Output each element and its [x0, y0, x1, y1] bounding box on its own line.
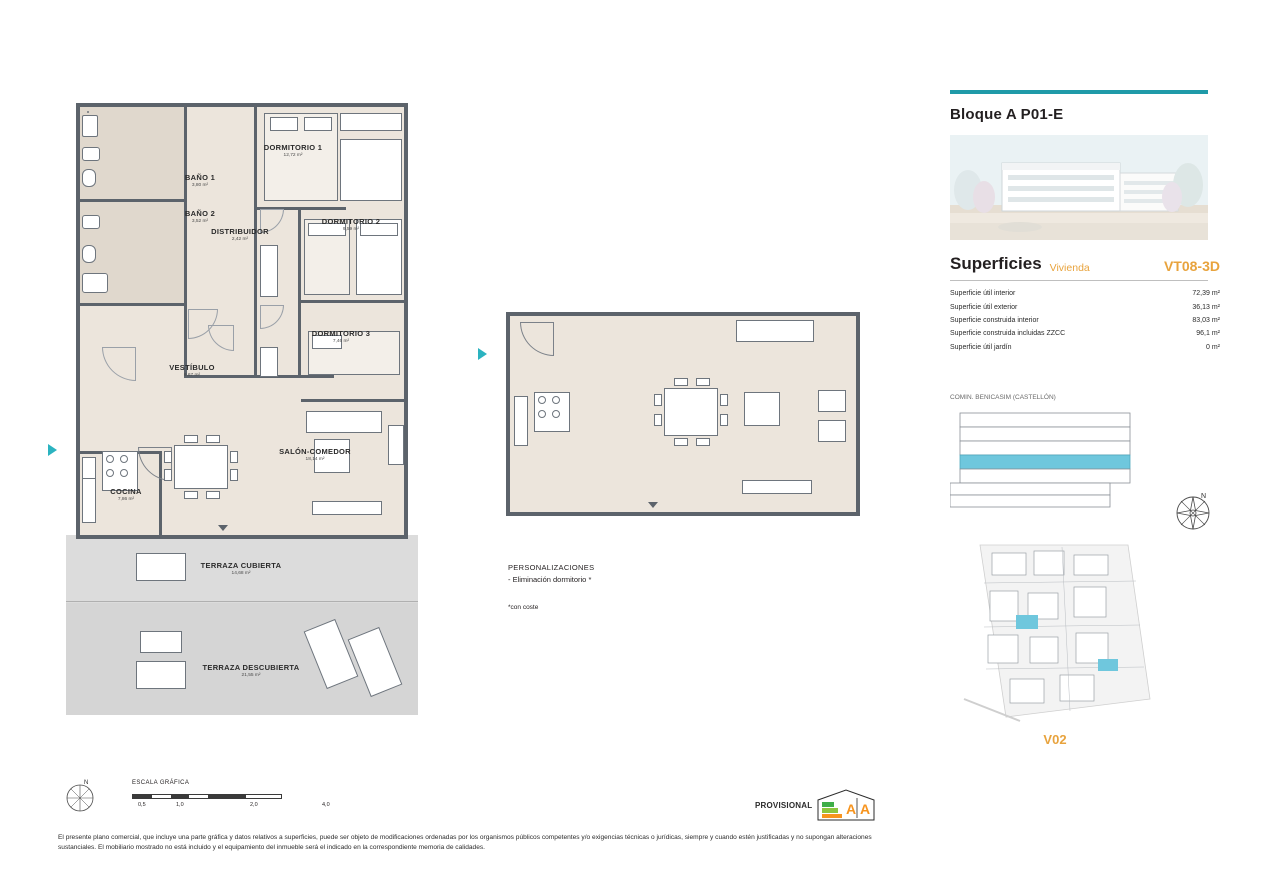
chair-6	[206, 435, 220, 443]
surface-row	[950, 341, 1220, 354]
wall-right	[404, 103, 408, 539]
surface-label: Superficie útil interior	[950, 290, 1016, 298]
hob-burner-1	[106, 455, 114, 463]
variant-wall-marker	[648, 502, 658, 508]
chair-5	[184, 435, 198, 443]
variant-chair-4	[720, 414, 728, 426]
surface-value: 72,39 m²	[1192, 290, 1220, 298]
entry-arrow	[48, 444, 57, 456]
compass-icon	[1170, 490, 1216, 536]
sheet-code: V02	[1043, 731, 1067, 747]
kitchen-sink	[82, 457, 96, 479]
variant-sofa	[736, 320, 814, 342]
fixture-bath-tub	[82, 273, 108, 293]
label-distribuidor: DISTRIBUIDOR 2,42 m²	[211, 227, 269, 242]
surface-row	[950, 314, 1220, 327]
surfaces-title: Superficies	[950, 254, 1042, 273]
variant-chair-5	[674, 378, 688, 386]
info-panel	[950, 90, 1220, 747]
variant-partition-1	[506, 352, 509, 452]
surfaces-rule	[950, 280, 1208, 281]
partition-13	[301, 399, 406, 402]
label-salon-comedor: SALÓN-COMEDOR 18,14 m²	[279, 447, 351, 462]
terrace-divider	[66, 601, 418, 602]
personalizations-block	[508, 563, 758, 611]
wardrobe-3	[260, 347, 278, 377]
surface-row	[950, 300, 1220, 313]
hob-burner-4	[120, 469, 128, 477]
label-dormitorio-1: DORMITORIO 1 12,72 m²	[263, 143, 323, 158]
variant-kitchen-counter	[514, 396, 528, 446]
surface-value: 36,13 m²	[1192, 303, 1220, 311]
block-section-diagram	[950, 407, 1140, 517]
label-terraza-cubierta: TERRAZA CUBIERTA 14,68 m²	[200, 561, 282, 576]
partition-1	[184, 103, 187, 305]
variant-armchair-2	[818, 420, 846, 442]
terrace-table	[140, 631, 182, 653]
chair-4	[230, 469, 238, 481]
label-bano-1: BAÑO 1 3,80 m²	[184, 173, 216, 188]
personalizations-note: *con coste	[508, 604, 539, 611]
variant-burner-3	[538, 410, 546, 418]
variant-chair-6	[696, 378, 710, 386]
wall-bottom	[76, 535, 408, 539]
site-map	[950, 539, 1160, 724]
block-section-svg	[950, 407, 1140, 519]
surface-row	[950, 327, 1220, 340]
chair-7	[184, 491, 198, 499]
label-cocina: COCINA 7,86 m²	[110, 487, 142, 502]
variant-dining-table	[664, 388, 718, 436]
building-render-svg	[950, 135, 1208, 240]
provisional-stamp	[755, 788, 878, 822]
fixture-wc-1	[82, 169, 96, 187]
building-render	[950, 135, 1208, 240]
variant-wall-top	[506, 312, 860, 316]
provisional-label: PROVISIONAL	[755, 800, 813, 810]
scale-tick: 4,0	[322, 802, 330, 808]
label-bano-2: BAÑO 2 3,52 m²	[184, 209, 216, 224]
promotion-name: COMIN. BENICASIM (CASTELLÓN)	[950, 393, 1056, 401]
scale-title: ESCALA GRÁFICA	[132, 780, 190, 786]
partition-10	[298, 207, 301, 303]
wardrobe-1	[340, 113, 402, 131]
fixture-shower	[82, 115, 98, 137]
fixture-wc-2	[82, 245, 96, 263]
svg-text:A: A	[860, 801, 871, 817]
variant-chair-3	[720, 394, 728, 406]
fixture-sink-1	[82, 147, 100, 161]
partition-2	[76, 199, 186, 202]
personalizations-item: - Eliminación dormitorio *	[508, 575, 592, 584]
floorplan-main	[58, 95, 418, 725]
svg-text:N: N	[1201, 493, 1207, 500]
variant-chair-2	[654, 414, 662, 426]
graphic-scale	[60, 780, 360, 808]
wall-marker-arrow	[218, 525, 228, 531]
legal-disclaimer: El presente plano comercial, que incluye una parte gráfica y datos relativos a superficies, puede ser objeto de modificaciones ordenadas por los organismos públicos competentes y/o exigencias técnicas o jurídicas, siempre y cuando estén justificadas y no supongan alteraciones sustanciales. El mobiliario mostrado no está incluido y el equipamiento del inmueble será el indicado en la correspondiente memoria de calidades.	[58, 834, 872, 852]
hob-burner-2	[120, 455, 128, 463]
energy-label-icon	[816, 788, 878, 822]
surface-value: 0 m²	[1206, 343, 1220, 351]
sofa-1	[306, 411, 382, 433]
variant-wall-right	[856, 312, 860, 516]
variant-burner-4	[552, 410, 560, 418]
variant-coffee-table	[744, 392, 780, 426]
surface-label: Superficie construida incluidas ZZCC	[950, 330, 1066, 338]
unit-code: VT08-3D	[1163, 258, 1220, 274]
dining-table	[174, 445, 228, 489]
label-dormitorio-2: DORMITORIO 2 9,59 m²	[321, 217, 381, 232]
surface-label: Superficie construida interior	[950, 316, 1039, 324]
variant-entry-arrow	[478, 348, 487, 360]
wall-left	[76, 103, 80, 539]
hob-burner-3	[106, 469, 114, 477]
svg-text:A: A	[846, 801, 857, 817]
personalizations-title: PERSONALIZACIONES	[508, 563, 595, 572]
svg-text:N: N	[84, 780, 89, 786]
floorplan-variant	[488, 300, 878, 550]
label-terraza-descubierta: TERRAZA DESCUBIERTA 21,55 m²	[202, 663, 300, 678]
block-title: Bloque A P01-E	[950, 106, 1064, 123]
partition-8	[254, 207, 257, 305]
variant-chair-8	[696, 438, 710, 446]
chair-2	[164, 469, 172, 481]
scale-compass-icon	[60, 776, 100, 816]
partition-3	[76, 303, 186, 306]
fixture-dot-1	[87, 111, 89, 113]
pillow-1b	[304, 117, 332, 131]
variant-chair-7	[674, 438, 688, 446]
wall-top	[76, 103, 408, 107]
panel-top-rule	[950, 90, 1208, 94]
partition-11	[298, 300, 406, 303]
armchair-1	[388, 425, 404, 465]
pillow-1a	[270, 117, 298, 131]
surface-value: 83,03 m²	[1192, 316, 1220, 324]
scale-tick: 2,0	[250, 802, 258, 808]
site-map-svg	[950, 539, 1160, 724]
partition-9	[254, 303, 257, 378]
surface-label: Superficie útil exterior	[950, 303, 1018, 311]
variant-wall-bottom	[506, 512, 860, 516]
scale-bar	[132, 794, 282, 799]
surface-row	[950, 287, 1220, 300]
surfaces-header	[950, 254, 1220, 274]
chair-1	[164, 451, 172, 463]
label-vestibulo: VESTÍBULO 6,67 m²	[169, 363, 215, 378]
surface-label: Superficie útil jardín	[950, 343, 1012, 351]
dorm1-extra	[340, 139, 402, 201]
wardrobe-2	[260, 245, 278, 297]
variant-chair-1	[654, 394, 662, 406]
surface-value: 96,1 m²	[1196, 330, 1220, 338]
tv-unit	[312, 501, 382, 515]
variant-burner-1	[538, 396, 546, 404]
surfaces-table	[950, 287, 1220, 354]
surfaces-subtitle: Vivienda	[1049, 262, 1090, 274]
fixture-sink-2	[82, 215, 100, 229]
variant-tv-unit	[742, 480, 812, 494]
chair-8	[206, 491, 220, 499]
chair-3	[230, 451, 238, 463]
label-dormitorio-3: DORMITORIO 3 7,46 m²	[311, 329, 371, 344]
variant-armchair-1	[818, 390, 846, 412]
scale-tick: 1,0	[176, 802, 184, 808]
scale-tick: 0,5	[138, 802, 146, 808]
variant-burner-2	[552, 396, 560, 404]
